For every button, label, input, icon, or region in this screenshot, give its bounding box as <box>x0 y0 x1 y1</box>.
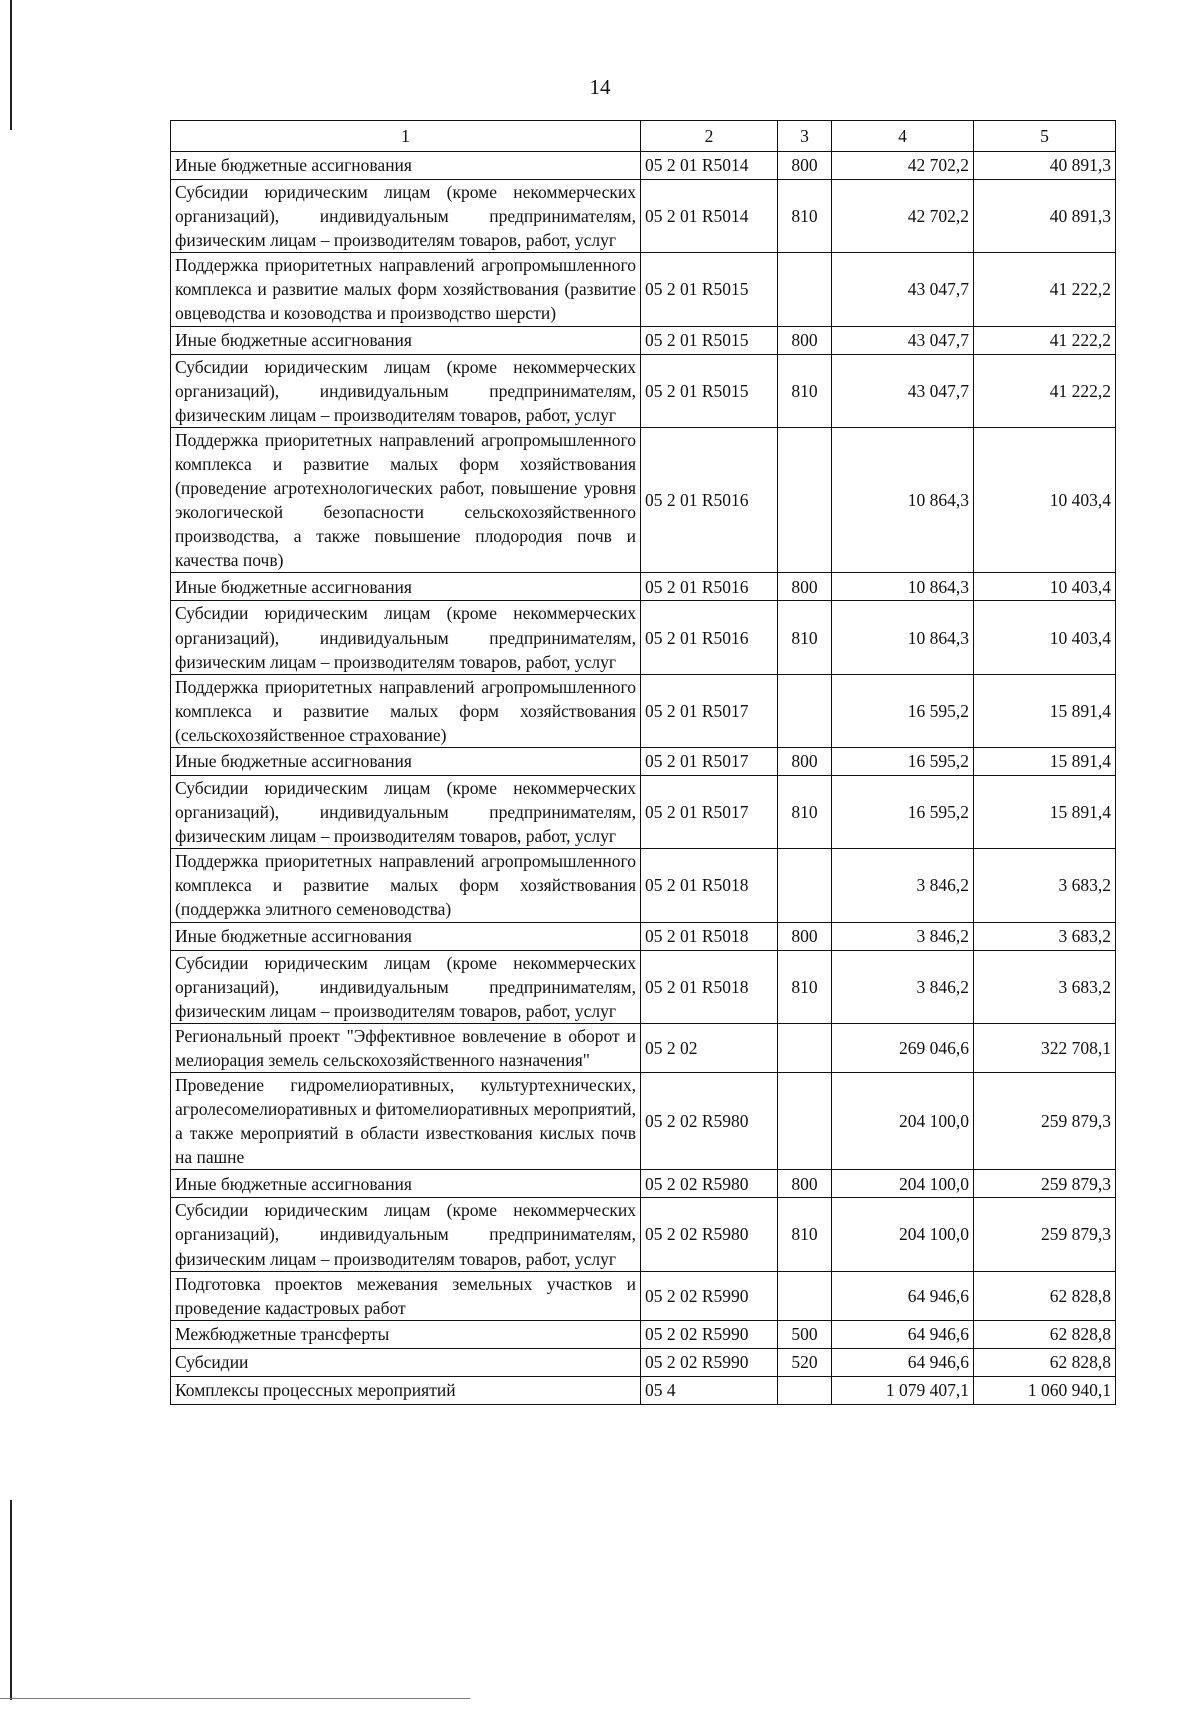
table-row <box>171 1271 1116 1320</box>
table-row <box>171 573 1116 601</box>
row-value-col5-cell: 62 828,8 <box>974 1320 1116 1348</box>
row-code-cell: 05 2 02 <box>641 1023 778 1072</box>
row-code-cell: 05 2 01 R5017 <box>641 747 778 775</box>
table-row <box>171 1376 1116 1404</box>
row-code-cell: 05 2 02 R5990 <box>641 1320 778 1348</box>
table-row <box>171 775 1116 848</box>
row-expense-type-cell <box>778 427 832 573</box>
row-name-cell: Проведение гидромелиоративных, культуртехнических, агролесомелиоративных и фитомелиоративных мероприятий, а также мероприятий в области известкования кислых почв на пашне <box>171 1073 641 1170</box>
row-value-col5-cell: 62 828,8 <box>974 1271 1116 1320</box>
table-row <box>171 922 1116 950</box>
row-value-col4-cell: 16 595,2 <box>832 674 974 747</box>
row-value-col5-cell: 40 891,3 <box>974 180 1116 253</box>
row-code-cell: 05 2 01 R5014 <box>641 180 778 253</box>
row-name-cell: Субсидии юридическим лицам (кроме некоммерческих организаций), индивидуальным предпринимателям, физическим лицам – производителям товаров, работ, услуг <box>171 354 641 427</box>
row-value-col4-cell: 16 595,2 <box>832 775 974 848</box>
row-value-col4-cell: 269 046,6 <box>832 1023 974 1072</box>
row-value-col5-cell: 41 222,2 <box>974 253 1116 326</box>
row-expense-type-cell: 800 <box>778 747 832 775</box>
table-row <box>171 152 1116 180</box>
row-value-col4-cell: 64 946,6 <box>832 1348 974 1376</box>
row-value-col5-cell: 259 879,3 <box>974 1198 1116 1271</box>
row-expense-type-cell: 810 <box>778 950 832 1023</box>
row-name-cell: Субсидии юридическим лицам (кроме некоммерческих организаций), индивидуальным предпринимателям, физическим лицам – производителям товаров, работ, услуг <box>171 1198 641 1271</box>
row-expense-type-cell: 500 <box>778 1320 832 1348</box>
row-value-col4-cell: 3 846,2 <box>832 950 974 1023</box>
row-code-cell: 05 2 01 R5016 <box>641 573 778 601</box>
row-expense-type-cell <box>778 1376 832 1404</box>
row-expense-type-cell <box>778 1023 832 1072</box>
row-name-cell: Иные бюджетные ассигнования <box>171 747 641 775</box>
row-value-col5-cell: 259 879,3 <box>974 1073 1116 1170</box>
row-name-cell: Подготовка проектов межевания земельных участков и проведение кадастровых работ <box>171 1271 641 1320</box>
column-header: 3 <box>778 121 832 152</box>
table-row <box>171 180 1116 253</box>
column-header: 2 <box>641 121 778 152</box>
column-header: 5 <box>974 121 1116 152</box>
row-name-cell: Региональный проект "Эффективное вовлечение в оборот и мелиорация земель сельскохозяйственного назначения" <box>171 1023 641 1072</box>
row-code-cell: 05 2 01 R5015 <box>641 354 778 427</box>
row-code-cell: 05 2 02 R5980 <box>641 1198 778 1271</box>
row-value-col4-cell: 16 595,2 <box>832 747 974 775</box>
scan-edge-line <box>0 1698 470 1699</box>
row-value-col4-cell: 43 047,7 <box>832 354 974 427</box>
row-code-cell: 05 2 02 R5990 <box>641 1271 778 1320</box>
row-value-col4-cell: 3 846,2 <box>832 922 974 950</box>
scan-edge-line <box>10 0 12 130</box>
table-row <box>171 674 1116 747</box>
page-number: 14 <box>589 75 611 99</box>
row-value-col4-cell: 3 846,2 <box>832 849 974 922</box>
table-row <box>171 354 1116 427</box>
row-value-col5-cell: 15 891,4 <box>974 775 1116 848</box>
column-header: 1 <box>171 121 641 152</box>
row-expense-type-cell <box>778 849 832 922</box>
row-name-cell: Иные бюджетные ассигнования <box>171 152 641 180</box>
scan-edge-line <box>10 1500 12 1700</box>
row-value-col4-cell: 42 702,2 <box>832 180 974 253</box>
row-name-cell: Субсидии юридическим лицам (кроме некоммерческих организаций), индивидуальным предпринимателям, физическим лицам – производителям товаров, работ, услуг <box>171 950 641 1023</box>
row-expense-type-cell: 800 <box>778 326 832 354</box>
table-row <box>171 849 1116 922</box>
row-expense-type-cell <box>778 253 832 326</box>
row-expense-type-cell: 800 <box>778 573 832 601</box>
row-expense-type-cell: 810 <box>778 601 832 674</box>
row-value-col5-cell: 3 683,2 <box>974 950 1116 1023</box>
row-value-col4-cell: 43 047,7 <box>832 253 974 326</box>
row-expense-type-cell: 810 <box>778 354 832 427</box>
table-row <box>171 253 1116 326</box>
row-code-cell: 05 2 01 R5018 <box>641 922 778 950</box>
row-expense-type-cell <box>778 1271 832 1320</box>
table-row <box>171 1320 1116 1348</box>
row-code-cell: 05 2 02 R5990 <box>641 1348 778 1376</box>
row-value-col4-cell: 10 864,3 <box>832 601 974 674</box>
row-name-cell: Субсидии юридическим лицам (кроме некоммерческих организаций), индивидуальным предпринимателям, физическим лицам – производителям товаров, работ, услуг <box>171 180 641 253</box>
row-name-cell: Иные бюджетные ассигнования <box>171 922 641 950</box>
row-value-col4-cell: 43 047,7 <box>832 326 974 354</box>
row-code-cell: 05 2 01 R5017 <box>641 674 778 747</box>
budget-table <box>170 120 1116 1405</box>
row-value-col5-cell: 322 708,1 <box>974 1023 1116 1072</box>
row-code-cell: 05 2 01 R5018 <box>641 849 778 922</box>
row-value-col5-cell: 40 891,3 <box>974 152 1116 180</box>
row-value-col5-cell: 10 403,4 <box>974 601 1116 674</box>
row-expense-type-cell: 810 <box>778 180 832 253</box>
row-value-col5-cell: 62 828,8 <box>974 1348 1116 1376</box>
row-code-cell: 05 4 <box>641 1376 778 1404</box>
row-name-cell: Поддержка приоритетных направлений агропромышленного комплекса и развитие малых форм хозяйствования (развитие овцеводства и козоводства и производство шерсти) <box>171 253 641 326</box>
row-value-col4-cell: 64 946,6 <box>832 1320 974 1348</box>
row-code-cell: 05 2 01 R5017 <box>641 775 778 848</box>
row-code-cell: 05 2 01 R5018 <box>641 950 778 1023</box>
row-code-cell: 05 2 01 R5016 <box>641 427 778 573</box>
row-value-col5-cell: 41 222,2 <box>974 326 1116 354</box>
row-value-col5-cell: 3 683,2 <box>974 922 1116 950</box>
row-name-cell: Межбюджетные трансферты <box>171 1320 641 1348</box>
row-expense-type-cell: 810 <box>778 1198 832 1271</box>
row-value-col5-cell: 15 891,4 <box>974 674 1116 747</box>
row-value-col5-cell: 10 403,4 <box>974 427 1116 573</box>
row-value-col5-cell: 41 222,2 <box>974 354 1116 427</box>
table-row <box>171 1198 1116 1271</box>
row-expense-type-cell: 520 <box>778 1348 832 1376</box>
row-value-col4-cell: 204 100,0 <box>832 1170 974 1198</box>
table-row <box>171 1348 1116 1376</box>
table-row <box>171 427 1116 573</box>
row-expense-type-cell: 800 <box>778 152 832 180</box>
table-row <box>171 326 1116 354</box>
row-name-cell: Субсидии юридическим лицам (кроме некоммерческих организаций), индивидуальным предпринимателям, физическим лицам – производителям товаров, работ, услуг <box>171 775 641 848</box>
table-row <box>171 950 1116 1023</box>
row-code-cell: 05 2 01 R5014 <box>641 152 778 180</box>
header-row <box>171 121 1116 152</box>
row-expense-type-cell <box>778 674 832 747</box>
row-value-col4-cell: 204 100,0 <box>832 1073 974 1170</box>
row-expense-type-cell <box>778 1073 832 1170</box>
row-code-cell: 05 2 02 R5980 <box>641 1170 778 1198</box>
table-row <box>171 601 1116 674</box>
row-expense-type-cell: 800 <box>778 1170 832 1198</box>
row-value-col5-cell: 1 060 940,1 <box>974 1376 1116 1404</box>
row-value-col4-cell: 1 079 407,1 <box>832 1376 974 1404</box>
row-value-col4-cell: 10 864,3 <box>832 573 974 601</box>
row-code-cell: 05 2 01 R5015 <box>641 326 778 354</box>
row-name-cell: Поддержка приоритетных направлений агропромышленного комплекса и развитие малых форм хозяйствования (сельскохозяйственное страхование) <box>171 674 641 747</box>
row-name-cell: Комплексы процессных мероприятий <box>171 1376 641 1404</box>
column-header: 4 <box>832 121 974 152</box>
row-name-cell: Иные бюджетные ассигнования <box>171 1170 641 1198</box>
row-code-cell: 05 2 01 R5016 <box>641 601 778 674</box>
row-value-col4-cell: 42 702,2 <box>832 152 974 180</box>
row-value-col5-cell: 3 683,2 <box>974 849 1116 922</box>
row-expense-type-cell: 810 <box>778 775 832 848</box>
table-row <box>171 1170 1116 1198</box>
row-name-cell: Иные бюджетные ассигнования <box>171 573 641 601</box>
row-expense-type-cell: 800 <box>778 922 832 950</box>
row-name-cell: Субсидии юридическим лицам (кроме некоммерческих организаций), индивидуальным предпринимателям, физическим лицам – производителям товаров, работ, услуг <box>171 601 641 674</box>
row-value-col4-cell: 10 864,3 <box>832 427 974 573</box>
row-name-cell: Субсидии <box>171 1348 641 1376</box>
row-value-col5-cell: 15 891,4 <box>974 747 1116 775</box>
row-name-cell: Поддержка приоритетных направлений агропромышленного комплекса и развитие малых форм хозяйствования (поддержка элитного семеноводства) <box>171 849 641 922</box>
row-value-col4-cell: 64 946,6 <box>832 1271 974 1320</box>
row-value-col5-cell: 10 403,4 <box>974 573 1116 601</box>
table-row <box>171 747 1116 775</box>
row-name-cell: Поддержка приоритетных направлений агропромышленного комплекса и развитие малых форм хозяйствования (проведение агротехнологических работ, повышение уровня экологической безопасности сельскохозяйственного производства, а также повышение плодородия почв и качества почв) <box>171 427 641 573</box>
row-value-col5-cell: 259 879,3 <box>974 1170 1116 1198</box>
row-value-col4-cell: 204 100,0 <box>832 1198 974 1271</box>
table-row <box>171 1073 1116 1170</box>
row-code-cell: 05 2 01 R5015 <box>641 253 778 326</box>
table-row <box>171 1023 1116 1072</box>
row-code-cell: 05 2 02 R5980 <box>641 1073 778 1170</box>
row-name-cell: Иные бюджетные ассигнования <box>171 326 641 354</box>
